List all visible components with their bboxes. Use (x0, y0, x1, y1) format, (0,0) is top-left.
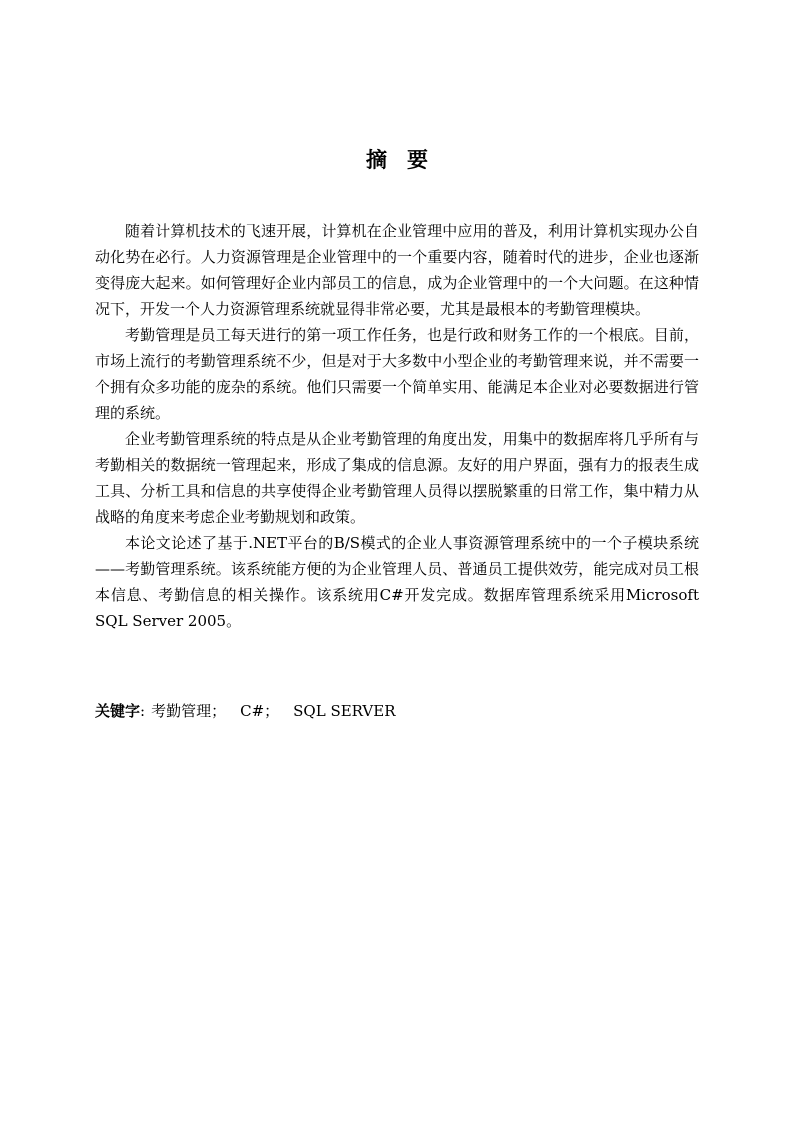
keywords-label: 关键字 (95, 702, 141, 720)
keyword-item: SQL SERVER (293, 702, 396, 720)
abstract-paragraph-4: 本论文论述了基于.NET平台的B/S模式的企业人事资源管理系统中的一个子模块系统——考勤管理系统。该系统能方便的为企业管理人员、普通员工提供效劳，能完成对员工根本信息、考勤信息的相关操作。该系统用C#开发完成。数据库管理系统采用Microsoft SQL Server 2005。 (95, 534, 699, 630)
abstract-paragraph-2: 考勤管理是员工每天进行的第一项工作任务，也是行政和财务工作的一个根底。目前，市场上流行的考勤管理系统不少，但是对于大多数中小型企业的考勤管理来说，并不需要一个拥有众多功能的庞杂的系统。他们只需要一个简单实用、能满足本企业对必要数据进行管理的系统。 (95, 326, 699, 422)
abstract-paragraph-3: 企业考勤管理系统的特点是从企业考勤管理的角度出发，用集中的数据库将几乎所有与考勤相关的数据统一管理起来，形成了集成的信息源。友好的用户界面，强有力的报表生成工具、分析工具和信息的共享使得企业考勤管理人员得以摆脱繁重的日常工作，集中精力从战略的角度来考虑企业考勤规划和政策。 (95, 430, 699, 526)
keywords-line (95, 700, 699, 722)
keywords-colon: : (140, 702, 146, 720)
keyword-item: 考勤管理； (151, 702, 227, 720)
abstract-paragraph-1: 随着计算机技术的飞速开展，计算机在企业管理中应用的普及，利用计算机实现办公自动化势在必行。人力资源管理是企业管理中的一个重要内容，随着时代的进步，企业也逐渐变得庞大起来。如何管理好企业内部员工的信息，成为企业管理中的一个大问题。在这种情况下，开发一个人力资源管理系统就显得非常必要，尤其是最根本的考勤管理模块。 (95, 222, 699, 318)
abstract-title: 摘要 (366, 147, 448, 172)
abstract-body (95, 218, 699, 634)
keyword-item: C#； (240, 702, 280, 720)
